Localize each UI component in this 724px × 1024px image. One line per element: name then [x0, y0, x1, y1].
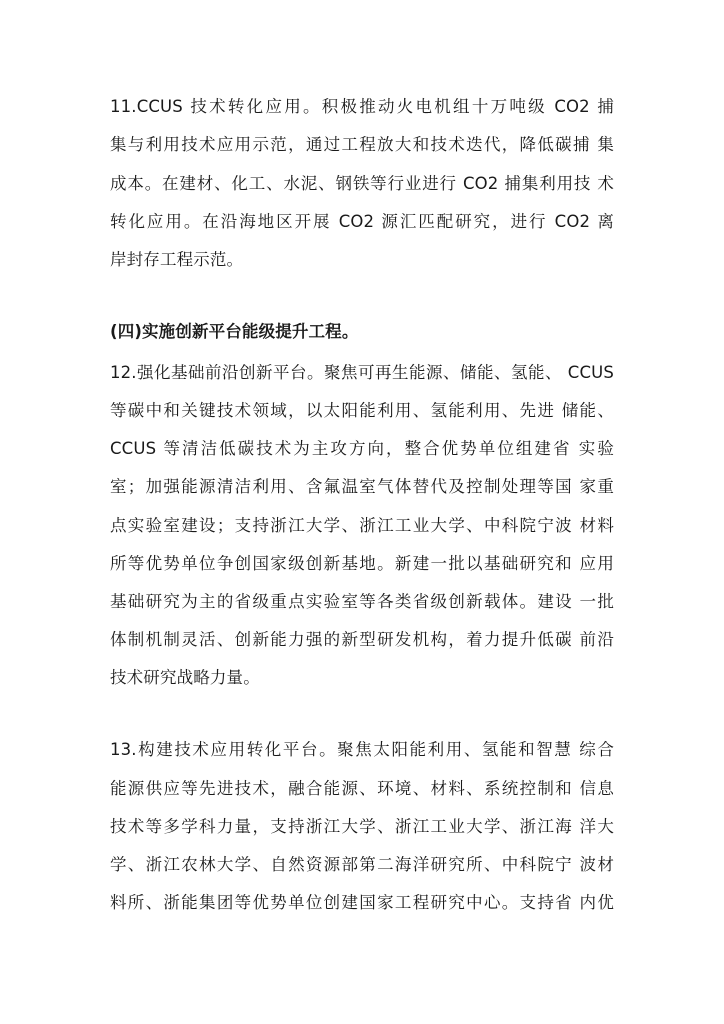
paragraph-11-line-2: 集与利用技术应用示范，通过工程放大和技术迭代，降低碳捕 集: [110, 135, 614, 154]
paragraph-12-line-4: 室；加强能源清洁利用、含氟温室气体替代及控制处理等国 家重: [110, 477, 614, 496]
paragraph-12-line-7: 基础研究为主的省级重点实验室等各类省级创新载体。建设 一批: [110, 592, 614, 611]
paragraph-11-line-4: 转化应用。在沿海地区开展 CO2 源汇匹配研究，进行 CO2 离: [110, 212, 614, 231]
paragraph-11-line-1: 11.CCUS 技术转化应用。积极推动火电机组十万吨级 CO2 捕: [110, 97, 614, 116]
paragraph-12-line-6: 所等优势单位争创国家级创新基地。新建一批以基础研究和 应用: [110, 554, 614, 573]
paragraph-12-line-9: 技术研究战略力量。: [110, 668, 260, 687]
paragraph-12-line-8: 体制机制灵活、创新能力强的新型研发机构，着力提升低碳 前沿: [110, 630, 614, 649]
paragraph-11-line-3: 成本。在建材、化工、水泥、钢铁等行业进行 CO2 捕集利用技 术: [110, 174, 614, 193]
paragraph-12-line-2: 等碳中和关键技术领域，以太阳能利用、氢能利用、先进 储能、: [110, 401, 614, 420]
paragraph-13-line-2: 能源供应等先进技术，融合能源、环境、材料、系统控制和 信息: [110, 779, 614, 798]
paragraph-13-line-4: 学、浙江农林大学、自然资源部第二海洋研究所、中科院宁 波材: [110, 855, 614, 874]
paragraph-13-line-1: 13.构建技术应用转化平台。聚焦太阳能利用、氢能和智慧 综合: [110, 740, 614, 759]
paragraph-13-line-3: 技术等多学科力量，支持浙江大学、浙江工业大学、浙江海 洋大: [110, 817, 614, 836]
paragraph-12-line-5: 点实验室建设；支持浙江大学、浙江工业大学、中科院宁波 材料: [110, 516, 614, 535]
paragraph-12-line-1: 12.强化基础前沿创新平台。聚焦可再生能源、储能、氢能、 CCUS: [110, 363, 614, 382]
paragraph-11-line-5: 岸封存工程示范。: [110, 250, 244, 269]
paragraph-13-line-5: 料所、浙能集团等优势单位创建国家工程研究中心。支持省 内优: [110, 893, 614, 912]
paragraph-12-line-3: CCUS 等清洁低碳技术为主攻方向，整合优势单位组建省 实验: [110, 439, 614, 458]
section-heading: (四)实施创新平台能级提升工程。: [110, 322, 359, 341]
